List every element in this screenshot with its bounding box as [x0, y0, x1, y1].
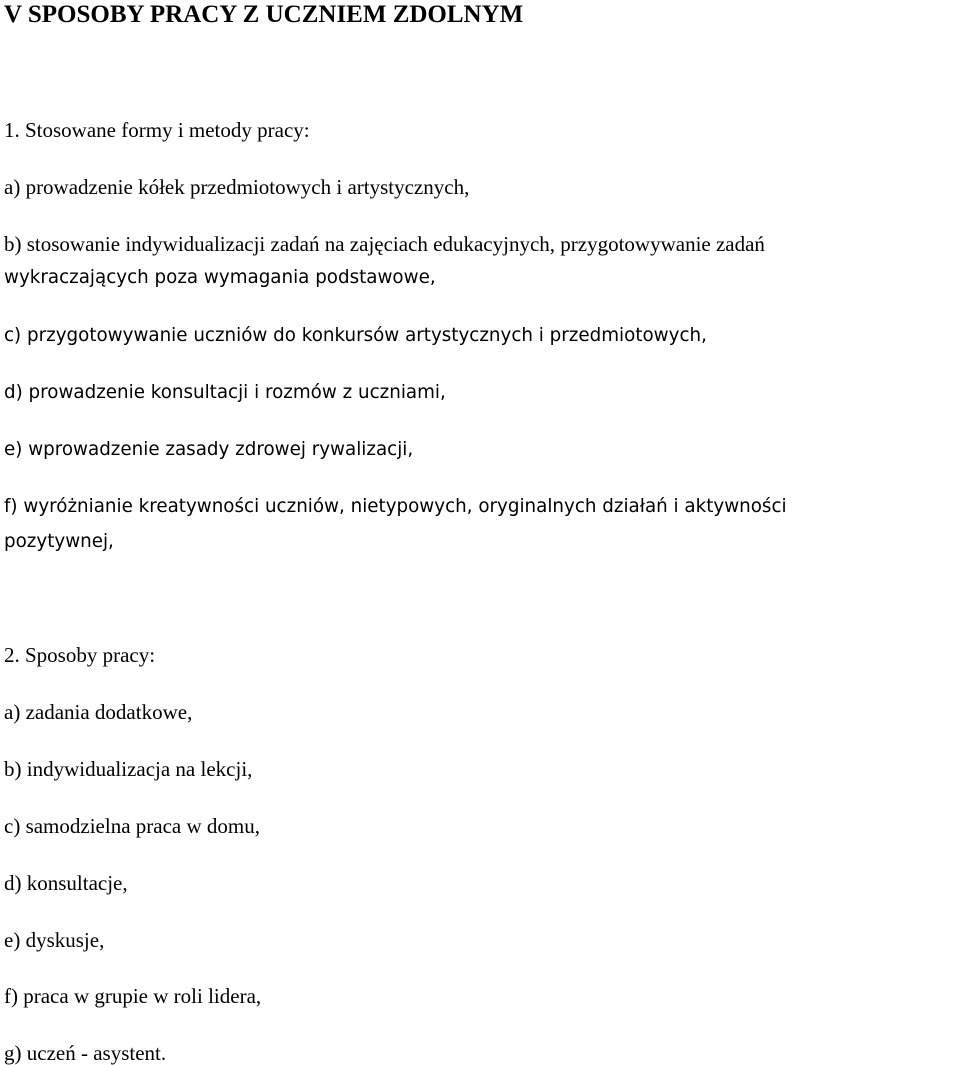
- section1-item-f-continuation: pozytywnej,: [4, 531, 114, 552]
- section1-item-b: b) stosowanie indywidualizacji zadań na zajęciach edukacyjnych, przygotowywanie zadań: [4, 232, 765, 256]
- section1-item-a: a) prowadzenie kółek przedmiotowych i artystycznych,: [4, 175, 470, 199]
- section2-item-d: d) konsultacje,: [4, 871, 128, 895]
- section2-item-c: c) samodzielna praca w domu,: [4, 814, 260, 838]
- section1-item-b-continuation: wykraczających poza wymagania podstawowe,: [4, 267, 436, 288]
- section2-item-f: f) praca w grupie w roli lidera,: [4, 984, 262, 1008]
- section1-heading: 1. Stosowane formy i metody pracy:: [4, 118, 310, 142]
- page-title: V SPOSOBY PRACY Z UCZNIEM ZDOLNYM: [4, 1, 524, 28]
- section1-item-d: d) prowadzenie konsultacji i rozmów z uczniami,: [4, 382, 446, 403]
- section2-heading: 2. Sposoby pracy:: [4, 643, 156, 667]
- section1-item-c: c) przygotowywanie uczniów do konkursów artystycznych i przedmiotowych,: [4, 325, 707, 346]
- section2-item-b: b) indywidualizacja na lekcji,: [4, 757, 253, 781]
- section2-item-a: a) zadania dodatkowe,: [4, 700, 193, 724]
- section1-item-e: e) wprowadzenie zasady zdrowej rywalizacji,: [4, 439, 414, 460]
- section2-item-g: g) uczeń - asystent.: [4, 1041, 167, 1065]
- section1-item-f: f) wyróżnianie kreatywności uczniów, nietypowych, oryginalnych działań i aktywności: [4, 496, 787, 517]
- section2-item-e: e) dyskusje,: [4, 928, 105, 952]
